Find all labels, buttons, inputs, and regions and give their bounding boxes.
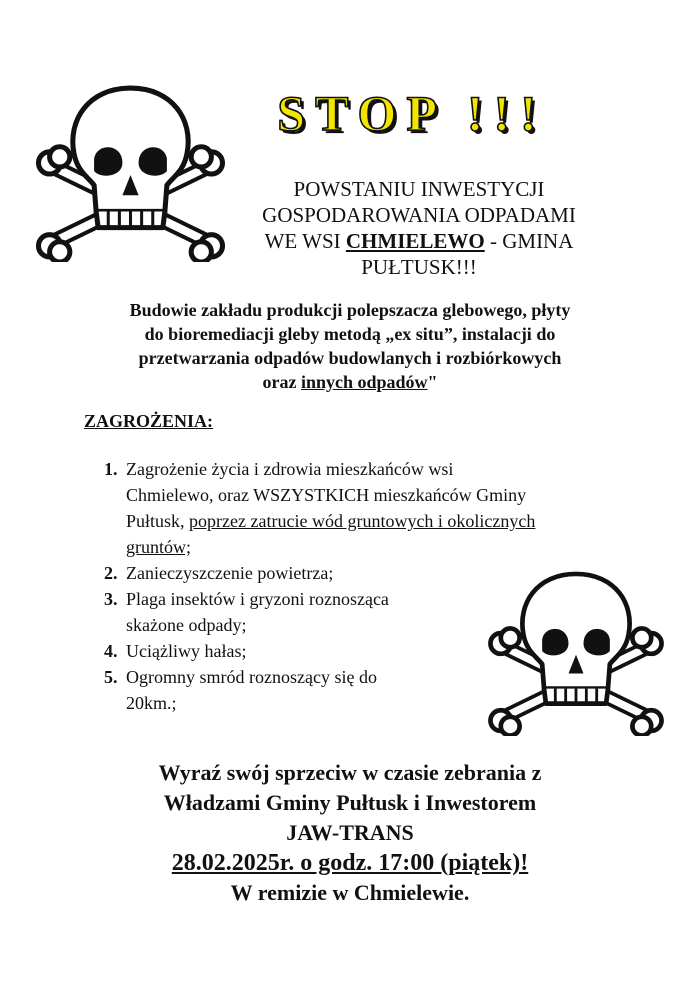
list-item-text: skażone odpady;: [126, 615, 247, 635]
investment-heading: [232, 176, 606, 280]
list-item-text: Zanieczyszczenie powietrza;: [126, 563, 334, 583]
skull-crossbones-icon: [28, 80, 233, 262]
village-name: CHMIELEWO: [345, 229, 485, 253]
list-item-text: Plaga insektów i gryzoni roznosząca: [126, 589, 389, 609]
description-line-4: [70, 370, 630, 394]
list-item-text: 20km.;: [126, 693, 177, 713]
list-item-text-underlined: poprzez zatrucie wód gruntowych i okolicznych: [189, 511, 536, 531]
list-number: 5.: [104, 667, 118, 687]
list-item-text: Uciążliwy hałas;: [126, 641, 247, 661]
stop-title: [252, 84, 572, 142]
stop-word: STOP: [277, 85, 445, 141]
list-number: 2.: [104, 563, 118, 583]
description-line-3: przetwarzania odpadów budowlanych i rozbiórkowych: [138, 348, 562, 368]
heading-line-4: PUŁTUSK!!!: [361, 255, 477, 279]
call-to-action: [60, 758, 640, 908]
meeting-location: W remizie w Chmielewie.: [230, 880, 470, 905]
list-number: 1.: [104, 459, 118, 479]
stop-exclamations: !!!: [466, 85, 547, 141]
list-item-text: Chmielewo, oraz WSZYSTKICH mieszkańców Gminy: [126, 485, 527, 505]
heading-line-2: GOSPODAROWANIA ODPADAMI: [262, 203, 576, 227]
cta-line-1: Wyraź swój sprzeciw w czasie zebrania z: [158, 760, 542, 785]
heading-line-3: [232, 228, 606, 254]
heading-line-1: POWSTANIU INWESTYCJI: [293, 177, 545, 201]
cta-line-2: Władzami Gminy Pułtusk i Inwestorem: [163, 790, 537, 815]
list-item-text: Zagrożenie życia i zdrowia mieszkańców wsi: [126, 459, 454, 479]
threats-title: ZAGROŻENIA:: [84, 411, 214, 431]
investment-description: [70, 298, 630, 394]
list-item-text-underlined: gruntów;: [126, 537, 191, 557]
heading-line-3-pre: WE WSI: [264, 229, 346, 253]
skull-crossbones-icon: [482, 566, 670, 736]
list-item-text: [126, 508, 624, 534]
other-waste: innych odpadów: [300, 372, 428, 392]
description-line-2: do bioremediacji gleby metodą „ex situ”, instalacji do: [144, 324, 556, 344]
list-number: 4.: [104, 641, 118, 661]
description-line-1: Budowie zakładu produkcji polepszacza glebowego, płyty: [129, 300, 571, 320]
cta-line-3: JAW-TRANS: [286, 820, 414, 845]
list-item-text-pre: Pułtusk,: [126, 511, 190, 531]
list-number: 3.: [104, 589, 118, 609]
description-line-4-post: ": [427, 372, 438, 392]
list-item-text: Ogromny smród roznoszący się do: [126, 667, 377, 687]
description-line-4-pre: oraz: [262, 372, 301, 392]
meeting-date: 28.02.2025r. o godz. 17:00 (piątek)!: [171, 850, 529, 876]
list-item: [104, 456, 624, 560]
heading-line-3-post: - GMINA: [484, 229, 574, 253]
